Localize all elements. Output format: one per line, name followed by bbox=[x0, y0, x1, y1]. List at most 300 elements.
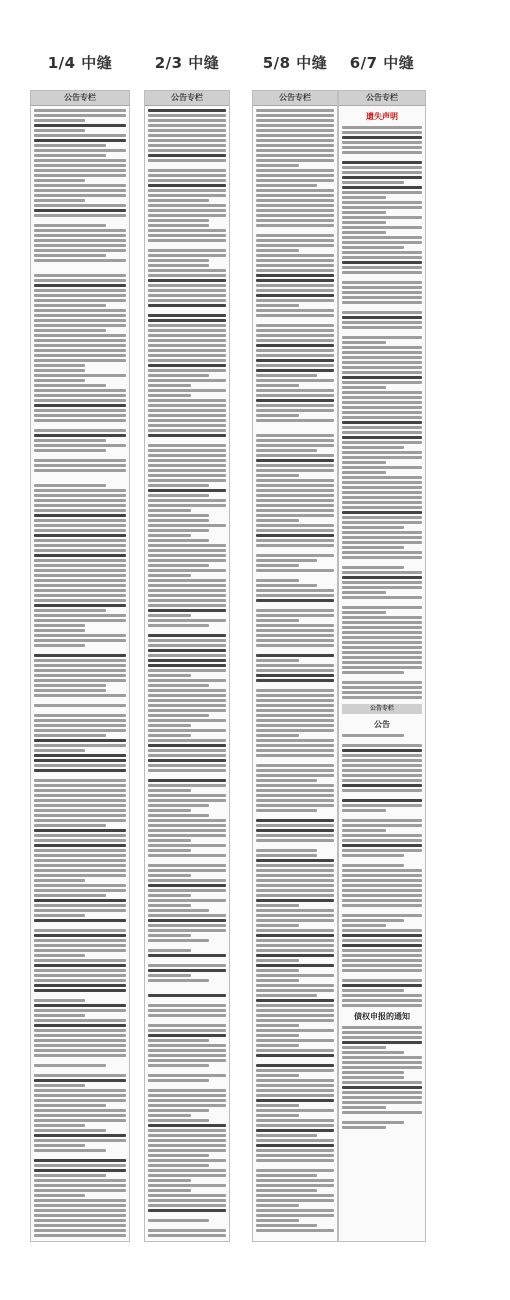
text-line bbox=[256, 534, 334, 537]
text-line bbox=[342, 366, 422, 369]
text-line bbox=[34, 844, 126, 847]
text-line bbox=[342, 744, 422, 747]
text-line bbox=[342, 186, 422, 189]
text-line bbox=[34, 509, 126, 512]
text-line bbox=[34, 639, 126, 642]
text-line bbox=[148, 419, 226, 422]
text-line bbox=[342, 631, 422, 634]
text-line bbox=[34, 217, 126, 222]
text-line bbox=[148, 799, 226, 802]
text-line bbox=[148, 1094, 226, 1097]
text-line bbox=[34, 984, 126, 987]
text-line bbox=[256, 489, 334, 492]
text-line bbox=[256, 454, 334, 457]
text-line bbox=[342, 606, 422, 609]
text-line bbox=[256, 769, 334, 772]
text-line bbox=[34, 864, 126, 867]
text-line bbox=[256, 974, 334, 977]
text-line bbox=[256, 1049, 334, 1052]
text-line bbox=[342, 241, 422, 244]
text-line bbox=[148, 509, 191, 512]
text-line bbox=[342, 154, 422, 159]
text-line bbox=[256, 584, 317, 587]
text-line bbox=[256, 1224, 317, 1227]
text-line bbox=[342, 436, 422, 439]
text-line bbox=[256, 169, 334, 172]
text-line bbox=[148, 294, 226, 297]
text-line bbox=[342, 939, 422, 942]
text-line bbox=[256, 384, 299, 387]
text-line bbox=[342, 441, 422, 444]
text-line bbox=[34, 719, 126, 722]
text-line bbox=[148, 729, 226, 732]
text-line bbox=[342, 496, 422, 499]
text-line bbox=[148, 1082, 226, 1087]
text-line bbox=[256, 1089, 334, 1092]
text-line bbox=[148, 819, 226, 822]
strip-header: 公告专栏 bbox=[253, 91, 337, 106]
text-line bbox=[34, 409, 126, 412]
text-line bbox=[34, 249, 126, 252]
text-line bbox=[34, 1074, 126, 1077]
text-line bbox=[148, 809, 191, 812]
text-line bbox=[256, 1169, 334, 1172]
text-line bbox=[34, 314, 126, 317]
text-line bbox=[148, 364, 226, 367]
text-line bbox=[342, 907, 422, 912]
text-line bbox=[342, 972, 422, 977]
text-line bbox=[256, 1134, 317, 1137]
text-line bbox=[342, 1056, 422, 1059]
text-line bbox=[148, 997, 226, 1002]
text-line bbox=[148, 1174, 226, 1177]
text-line bbox=[342, 346, 422, 349]
text-line bbox=[342, 857, 422, 862]
text-line bbox=[148, 714, 209, 717]
text-line bbox=[34, 624, 85, 627]
text-line bbox=[148, 1044, 226, 1047]
text-line bbox=[34, 979, 126, 982]
text-line bbox=[148, 204, 226, 207]
text-line bbox=[34, 714, 126, 717]
text-line bbox=[148, 1169, 226, 1172]
text-line bbox=[148, 684, 209, 687]
text-line bbox=[34, 304, 106, 307]
text-line bbox=[34, 609, 106, 612]
text-line bbox=[342, 792, 422, 797]
text-line bbox=[148, 1059, 226, 1062]
text-line bbox=[34, 329, 106, 332]
text-line bbox=[148, 839, 191, 842]
text-line bbox=[342, 1091, 422, 1094]
text-line bbox=[342, 246, 404, 249]
text-line bbox=[256, 734, 299, 737]
text-line bbox=[256, 634, 334, 637]
text-line bbox=[342, 1106, 386, 1109]
text-line bbox=[148, 394, 191, 397]
text-line bbox=[256, 674, 334, 677]
text-line bbox=[148, 514, 209, 517]
text-line bbox=[148, 1234, 226, 1237]
text-line bbox=[34, 799, 126, 802]
text-line bbox=[34, 504, 126, 507]
lost-notice-title: 遗失声明 bbox=[366, 112, 398, 121]
text-line bbox=[256, 729, 334, 732]
text-line bbox=[256, 779, 317, 782]
text-line bbox=[256, 1034, 299, 1037]
text-line bbox=[342, 769, 422, 772]
text-line bbox=[34, 674, 126, 677]
text-line bbox=[34, 1179, 126, 1182]
text-line bbox=[148, 409, 226, 412]
text-line bbox=[342, 391, 422, 394]
text-line bbox=[148, 274, 226, 277]
text-line bbox=[256, 579, 299, 582]
text-line bbox=[342, 386, 386, 389]
text-line bbox=[256, 572, 334, 577]
text-line bbox=[148, 459, 226, 462]
text-line bbox=[256, 959, 299, 962]
text-line bbox=[148, 389, 226, 392]
text-line bbox=[342, 506, 422, 509]
text-line bbox=[148, 469, 226, 472]
text-line bbox=[34, 364, 85, 367]
text-line bbox=[256, 964, 334, 967]
text-line bbox=[256, 404, 334, 407]
text-line bbox=[148, 849, 191, 852]
text-line bbox=[148, 519, 209, 522]
text-line bbox=[148, 919, 226, 922]
text-line bbox=[148, 794, 226, 797]
text-line bbox=[34, 484, 106, 487]
text-line bbox=[148, 284, 226, 287]
text-line bbox=[342, 471, 386, 474]
text-line bbox=[148, 339, 226, 342]
text-line bbox=[256, 602, 334, 607]
text-line bbox=[256, 1029, 334, 1032]
text-line bbox=[256, 519, 299, 522]
text-line bbox=[34, 1214, 126, 1217]
text-line bbox=[34, 809, 126, 812]
text-line bbox=[256, 1019, 334, 1022]
text-line bbox=[34, 569, 126, 572]
text-line bbox=[148, 314, 226, 317]
text-line bbox=[256, 179, 334, 182]
text-line bbox=[342, 824, 422, 827]
text-line bbox=[342, 526, 404, 529]
text-line bbox=[34, 974, 126, 977]
text-line bbox=[342, 146, 422, 149]
text-line bbox=[342, 1096, 422, 1099]
text-line bbox=[342, 126, 422, 129]
text-line bbox=[342, 1061, 422, 1064]
text-line bbox=[34, 1124, 85, 1127]
text-line bbox=[34, 614, 126, 617]
text-line bbox=[148, 574, 191, 577]
text-line bbox=[256, 364, 334, 367]
text-line bbox=[342, 341, 386, 344]
text-line bbox=[256, 524, 334, 527]
text-line bbox=[34, 1219, 126, 1222]
text-line bbox=[342, 737, 422, 742]
text-line bbox=[34, 949, 126, 952]
text-line bbox=[34, 789, 126, 792]
text-line bbox=[342, 1036, 422, 1039]
text-line bbox=[256, 204, 334, 207]
text-line bbox=[342, 161, 422, 164]
text-line bbox=[148, 254, 226, 257]
text-line bbox=[342, 559, 422, 564]
text-line bbox=[148, 414, 226, 417]
text-line bbox=[148, 1049, 226, 1052]
text-line bbox=[342, 196, 386, 199]
text-line bbox=[342, 371, 422, 374]
text-line bbox=[256, 344, 334, 347]
text-line bbox=[148, 229, 226, 232]
announcement-strip bbox=[338, 90, 426, 1242]
text-line bbox=[342, 599, 422, 604]
text-line bbox=[256, 374, 317, 377]
text-line bbox=[256, 234, 334, 237]
text-line bbox=[342, 231, 386, 234]
text-line bbox=[256, 647, 334, 652]
text-line bbox=[342, 336, 422, 339]
text-line bbox=[256, 1219, 299, 1222]
text-line bbox=[256, 682, 334, 687]
text-line bbox=[256, 879, 334, 882]
text-line bbox=[148, 749, 226, 752]
text-line bbox=[342, 136, 422, 139]
text-line bbox=[34, 904, 126, 907]
text-line bbox=[256, 1199, 334, 1202]
text-line bbox=[256, 1004, 334, 1007]
text-line bbox=[34, 894, 106, 897]
text-line bbox=[256, 934, 334, 937]
text-line bbox=[342, 661, 422, 664]
text-line bbox=[148, 424, 226, 427]
text-line bbox=[148, 1017, 226, 1022]
text-line bbox=[34, 494, 126, 497]
text-line bbox=[342, 286, 422, 289]
text-line bbox=[342, 754, 422, 757]
text-line bbox=[256, 984, 334, 987]
text-line bbox=[342, 311, 422, 314]
text-line bbox=[34, 174, 126, 177]
text-line bbox=[148, 279, 226, 282]
text-line bbox=[34, 204, 126, 207]
text-line bbox=[34, 1079, 126, 1082]
text-line bbox=[34, 369, 85, 372]
text-line bbox=[34, 139, 126, 142]
text-line bbox=[34, 154, 106, 157]
text-line bbox=[148, 1144, 226, 1147]
text-line bbox=[34, 144, 106, 147]
text-line bbox=[34, 529, 126, 532]
text-line bbox=[34, 1199, 126, 1202]
text-line bbox=[34, 422, 126, 427]
text-line bbox=[148, 359, 226, 362]
text-line bbox=[34, 1144, 85, 1147]
text-line bbox=[256, 1189, 317, 1192]
text-line bbox=[148, 1164, 209, 1167]
text-line bbox=[256, 1064, 334, 1067]
text-line bbox=[256, 999, 334, 1002]
text-line bbox=[34, 1004, 126, 1007]
text-line bbox=[148, 1229, 226, 1232]
text-line bbox=[256, 699, 334, 702]
text-line bbox=[148, 844, 226, 847]
text-line bbox=[34, 267, 126, 272]
text-line bbox=[256, 1124, 334, 1127]
text-line bbox=[34, 189, 126, 192]
text-line bbox=[34, 1174, 106, 1177]
text-line bbox=[148, 619, 226, 622]
text-line bbox=[148, 594, 226, 597]
text-line bbox=[34, 729, 126, 732]
text-line bbox=[342, 674, 422, 679]
text-line bbox=[342, 636, 422, 639]
text-line bbox=[34, 1109, 126, 1112]
text-line bbox=[148, 144, 226, 147]
text-line bbox=[342, 1066, 422, 1069]
text-line bbox=[148, 474, 226, 477]
text-line bbox=[256, 704, 334, 707]
text-line bbox=[342, 764, 422, 767]
text-line bbox=[34, 1129, 106, 1132]
text-line bbox=[148, 1104, 226, 1107]
text-line bbox=[34, 234, 126, 237]
text-line bbox=[148, 929, 226, 932]
text-line bbox=[256, 1162, 334, 1167]
text-line bbox=[148, 1134, 226, 1137]
text-line bbox=[148, 969, 226, 972]
text-line bbox=[342, 356, 422, 359]
text-line bbox=[342, 236, 422, 239]
text-line bbox=[342, 461, 386, 464]
text-line bbox=[256, 1044, 299, 1047]
text-line bbox=[34, 124, 126, 127]
text-line bbox=[34, 869, 126, 872]
text-line bbox=[342, 176, 422, 179]
text-line bbox=[148, 894, 191, 897]
text-line bbox=[148, 744, 226, 747]
text-line bbox=[342, 486, 422, 489]
text-line bbox=[148, 1159, 226, 1162]
text-line bbox=[34, 1067, 126, 1072]
text-line bbox=[256, 329, 334, 332]
text-line bbox=[34, 324, 126, 327]
text-line bbox=[256, 894, 334, 897]
text-line bbox=[256, 499, 334, 502]
text-line bbox=[148, 1204, 226, 1207]
text-line bbox=[256, 694, 334, 697]
text-line bbox=[256, 842, 334, 847]
text-line bbox=[256, 889, 334, 892]
text-line bbox=[148, 194, 226, 197]
text-line bbox=[256, 284, 334, 287]
text-line bbox=[256, 249, 299, 252]
text-line bbox=[34, 1034, 126, 1037]
text-line bbox=[148, 1139, 226, 1142]
text-line bbox=[148, 1089, 226, 1092]
text-line bbox=[148, 334, 226, 337]
text-line bbox=[342, 959, 422, 962]
text-line bbox=[342, 551, 422, 554]
text-line bbox=[34, 289, 126, 292]
announcement-strip bbox=[252, 90, 338, 1242]
text-line bbox=[256, 1109, 334, 1112]
text-line bbox=[342, 446, 404, 449]
text-line bbox=[34, 1094, 126, 1097]
text-line bbox=[256, 449, 317, 452]
text-line bbox=[148, 219, 209, 222]
text-line bbox=[256, 414, 299, 417]
text-line bbox=[256, 829, 334, 832]
text-line bbox=[34, 284, 126, 287]
text-line bbox=[342, 381, 422, 384]
text-line bbox=[34, 114, 126, 117]
text-line bbox=[148, 609, 226, 612]
text-line bbox=[342, 1051, 404, 1054]
text-line bbox=[34, 1084, 85, 1087]
text-line bbox=[342, 321, 422, 324]
text-line bbox=[256, 119, 334, 122]
text-line bbox=[34, 664, 126, 667]
text-line bbox=[342, 304, 422, 309]
text-line bbox=[148, 269, 226, 272]
text-line bbox=[256, 919, 334, 922]
text-line bbox=[256, 209, 334, 212]
text-line bbox=[148, 299, 226, 302]
text-line bbox=[34, 1104, 106, 1107]
text-line bbox=[148, 1039, 209, 1042]
announcement-strip bbox=[30, 90, 130, 1242]
text-line bbox=[342, 396, 422, 399]
text-line bbox=[34, 554, 126, 557]
text-line bbox=[256, 219, 334, 222]
text-line bbox=[34, 834, 126, 837]
text-line bbox=[256, 1144, 334, 1147]
text-line bbox=[34, 854, 126, 857]
text-line bbox=[148, 974, 191, 977]
text-line bbox=[342, 586, 422, 589]
text-line bbox=[148, 184, 226, 187]
text-line bbox=[34, 194, 126, 197]
text-line bbox=[256, 514, 334, 517]
text-line bbox=[256, 764, 334, 767]
text-line bbox=[34, 659, 126, 662]
text-line bbox=[342, 1026, 422, 1029]
text-line bbox=[34, 964, 126, 967]
text-line bbox=[34, 389, 126, 392]
text-line bbox=[34, 384, 106, 387]
text-line bbox=[256, 189, 334, 192]
text-line bbox=[34, 814, 126, 817]
text-line bbox=[342, 929, 422, 932]
text-line bbox=[148, 549, 226, 552]
text-line bbox=[256, 624, 334, 627]
text-line bbox=[148, 174, 226, 177]
text-line bbox=[342, 416, 422, 419]
text-line bbox=[148, 634, 226, 637]
text-line bbox=[342, 784, 422, 787]
text-line bbox=[148, 1154, 209, 1157]
text-line bbox=[342, 626, 422, 629]
text-line bbox=[148, 249, 226, 252]
text-line bbox=[34, 359, 126, 362]
text-line bbox=[34, 884, 126, 887]
text-line bbox=[34, 294, 126, 297]
